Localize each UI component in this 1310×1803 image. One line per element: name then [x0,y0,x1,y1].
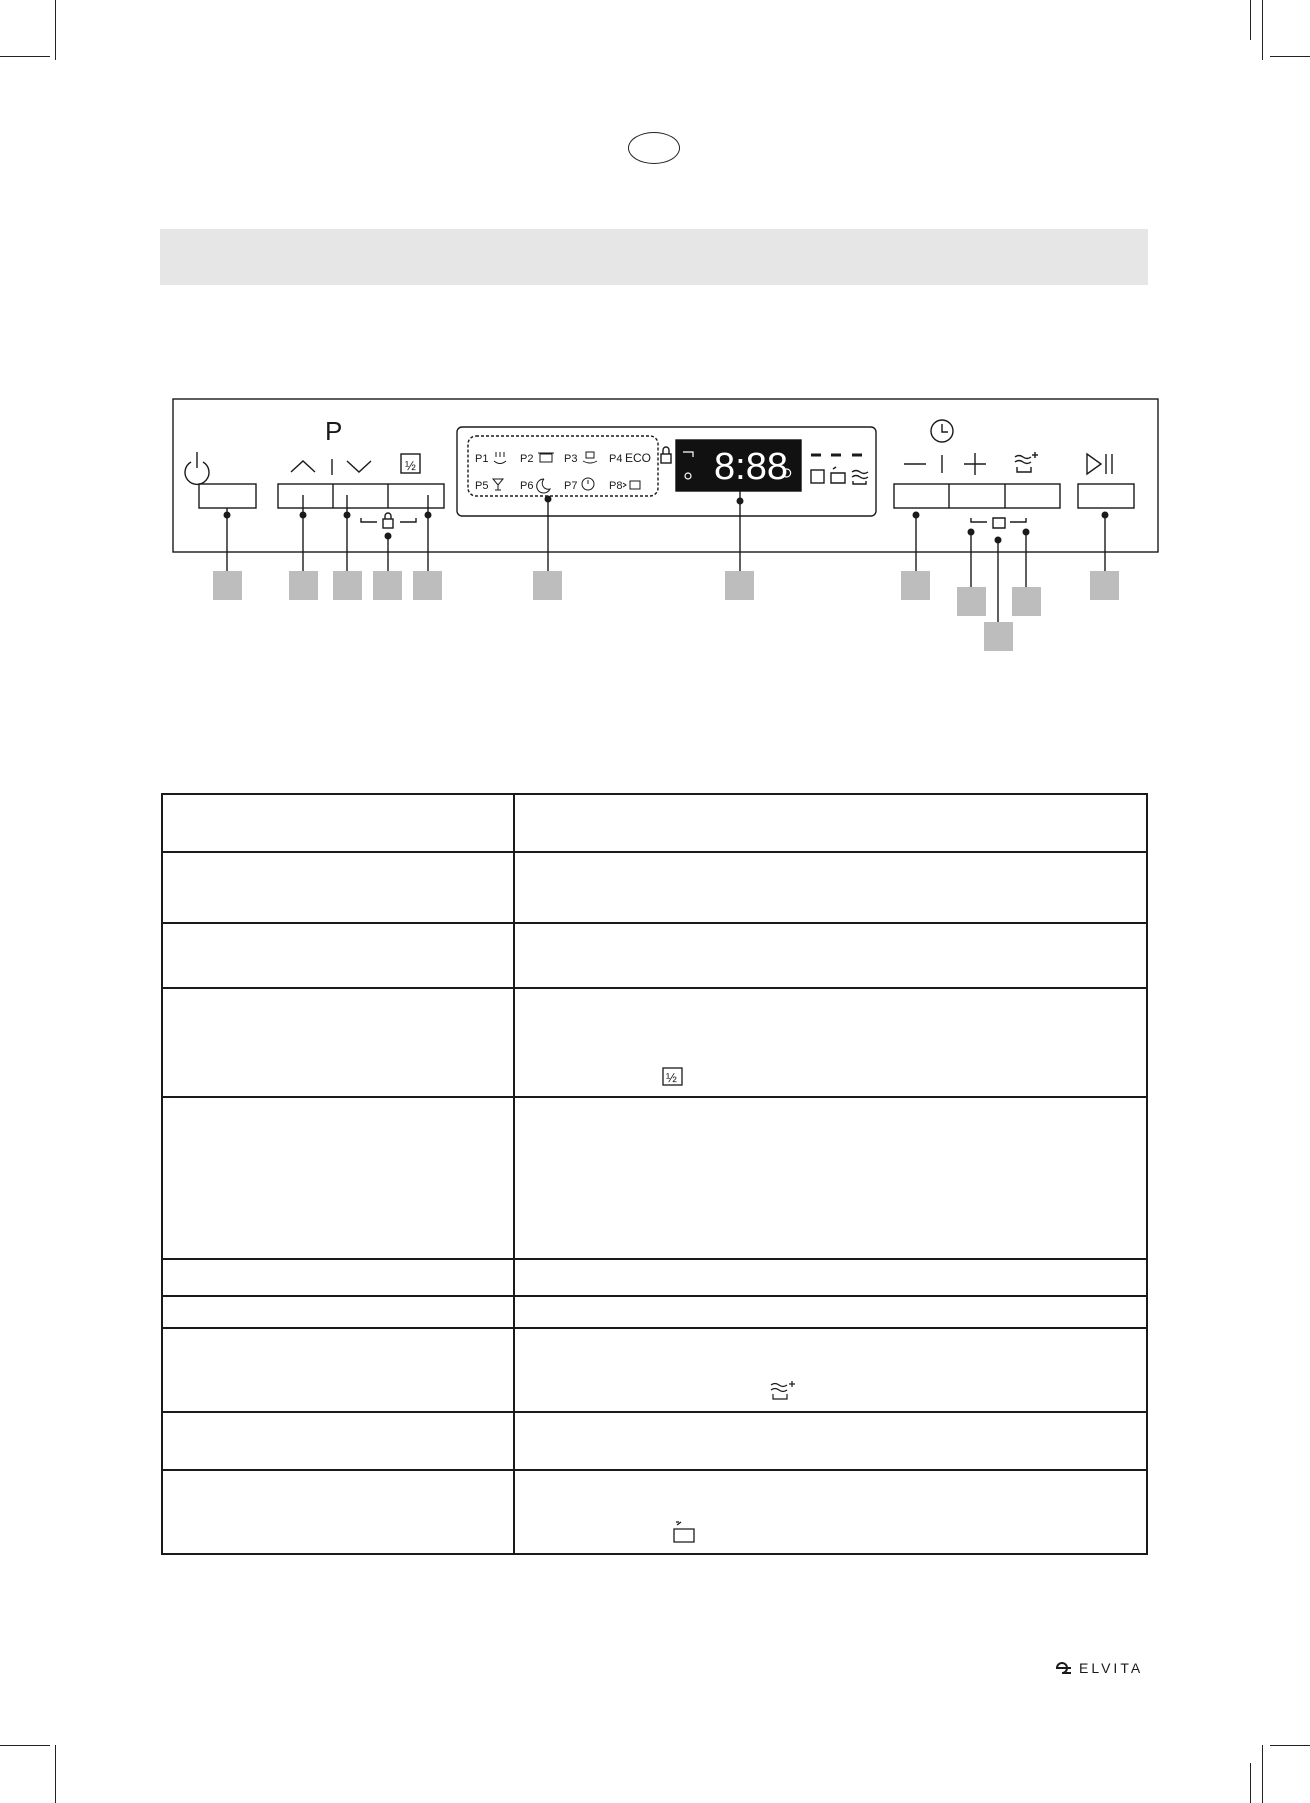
led-digits: 8:88 [714,446,788,488]
table-row [162,1296,1147,1328]
up-chevron-icon [291,461,315,472]
crop-mark [55,0,56,60]
callout-box [289,571,318,600]
callout-box [957,587,986,616]
extra-dry-icon [769,1380,797,1407]
crop-mark [1262,0,1263,60]
callout-box [725,571,754,600]
salt-icon [852,471,868,485]
brand-name: ELVITA [1079,1660,1144,1676]
callout-box [213,571,242,600]
table-row [162,923,1147,988]
program-code: P2 [520,453,534,465]
start-pause-button [1078,484,1134,508]
half-load-icon [401,454,420,473]
crop-mark [1262,1745,1263,1803]
program-label: P [325,416,343,446]
program-code: P8 [609,480,623,492]
crop-mark [55,1745,56,1803]
table-row [162,1470,1147,1554]
brand-logo [1053,1660,1143,1676]
start-pause-icon [1087,454,1112,474]
eco-label: ECO [625,451,652,465]
program-code: P5 [475,480,489,492]
program-code: P3 [564,453,578,465]
program-code: P1 [475,453,489,465]
callout-box [1090,571,1119,600]
glass-icon [493,479,503,490]
language-badge [628,132,680,164]
callout-box [333,571,362,600]
callout-box [1012,587,1041,616]
function-table [161,793,1148,1555]
table-row [162,1412,1147,1470]
table-row [162,852,1147,923]
section-header-band [160,229,1148,285]
table-row [162,1259,1147,1296]
callout-box [373,571,402,600]
extra-dry-icon [1015,452,1038,472]
lower-basket-icon [671,1520,697,1549]
power-button [199,484,256,508]
crop-mark [1270,1745,1310,1746]
half-load-icon [662,1067,684,1092]
callout-box [413,571,442,600]
callout-box [984,622,1013,651]
callout-box [901,571,930,600]
svg-text:½: ½ [405,458,416,473]
svg-text:½: ½ [666,1070,677,1085]
program-code: P6 [520,480,534,492]
child-lock-icon [661,447,671,463]
control-panel-diagram [160,395,1160,665]
intensive-steam-icon [494,452,506,464]
rinse-aid-icon [811,470,824,483]
crop-mark [0,56,50,57]
power-icon [185,452,209,484]
brand-mark-icon [1053,1661,1073,1675]
crop-mark [1250,1763,1251,1803]
timer-buttons-strip [894,484,1060,508]
crop-mark [1250,0,1251,40]
timer-minus-label: — [160,395,161,396]
timer-icon [931,420,953,442]
lower-basket-icon [831,467,845,483]
table-row [162,1328,1147,1412]
prewash-icon [623,481,640,489]
program-code: P4 [609,453,623,465]
down-chevron-icon [347,461,371,472]
crop-mark [1270,56,1310,57]
dishes-icon [583,452,597,463]
table-row [162,1097,1147,1259]
night-icon [537,479,550,493]
callout-box [533,571,562,600]
pot-icon [538,453,554,462]
table-row [162,988,1147,1097]
crop-mark [0,1745,50,1746]
quick-1h-icon [582,478,594,490]
table-row [162,794,1147,852]
program-code: P7 [564,480,578,492]
